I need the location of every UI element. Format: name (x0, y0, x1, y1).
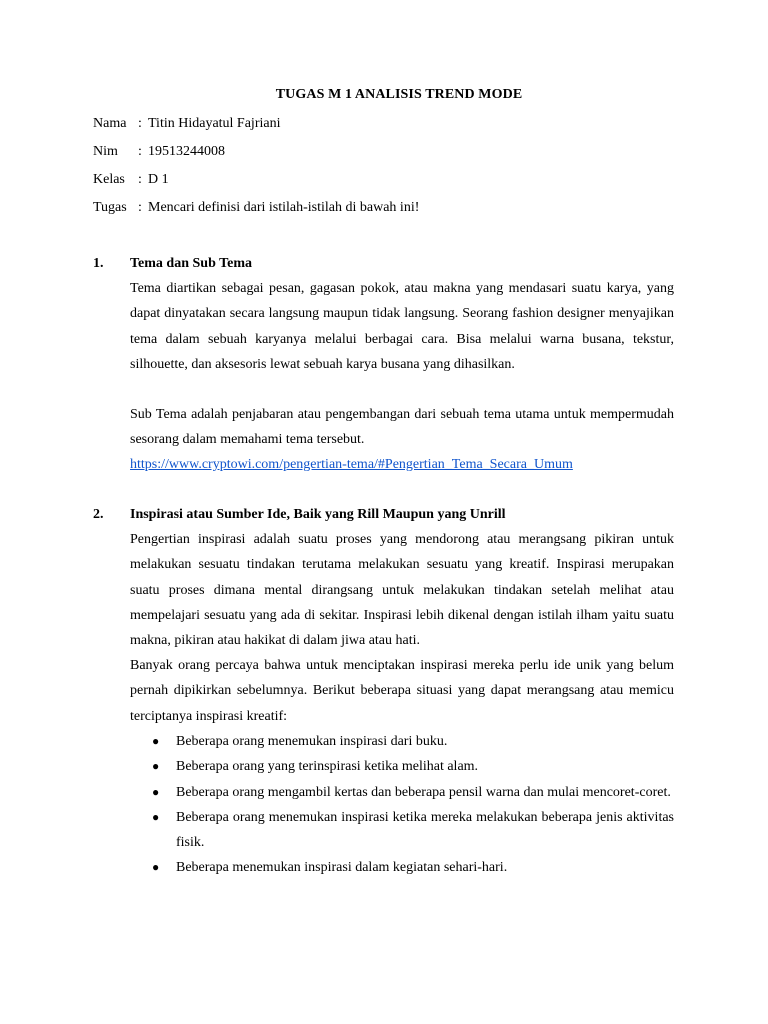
paragraph: Pengertian inspirasi adalah suatu proses yang mendorong atau merangsang pikiran untuk melakukan sesuatu tindakan terutama melakukan sesuatu yang kreatif. Inspirasi merupakan suatu proses dimana mental dirangsang untuk melakukan tindakan setelah melihat atau mempelajari sesuatu yang ada di sekitar. Inspirasi lebih dikenal dengan istilah ilham yaitu suatu makna, pikiran atau hakikat di dalam jiwa atau hati. (130, 532, 674, 649)
identity-value: D 1 (148, 172, 169, 187)
identity-label: Nama (93, 116, 127, 131)
list-item-text: Beberapa orang mengambil kertas dan beberapa pensil warna dan mulai mencoret-coret. (176, 784, 671, 800)
bullet-dot-icon: ● (152, 784, 160, 799)
section-number: 2. (93, 507, 104, 522)
source-link[interactable]: https://www.cryptowi.com/pengertian-tema/#Pengertian_Tema_Secara_Umum (130, 457, 573, 472)
bullet-dot-icon: ● (152, 809, 160, 824)
identity-row-tugas (93, 198, 419, 218)
section-number: 1. (93, 256, 104, 271)
list-item (130, 780, 674, 805)
paragraph: Sub Tema adalah penjabaran atau pengembangan dari sebuah tema utama untuk mempermudah sesorang dalam memahami tema tersebut. (130, 407, 674, 448)
paragraph: Banyak orang percaya bahwa untuk menciptakan inspirasi mereka perlu ide unik yang belum pernah dipikirkan sebelumnya. Berikut beberapa situasi yang dapat merangsang atau memicu terciptanya inspirasi kreatif: (130, 658, 674, 724)
identity-colon: : (138, 172, 142, 187)
identity-label: Nim (93, 144, 118, 159)
list-item-text: Beberapa orang yang terinspirasi ketika melihat alam. (176, 759, 479, 775)
identity-value: Mencari definisi dari istilah-istilah di bawah ini! (148, 200, 420, 215)
list-item (130, 805, 674, 856)
identity-row-nim (93, 142, 225, 162)
paragraph: Tema diartikan sebagai pesan, gagasan pokok, atau makna yang mendasari suatu karya, yang dapat dinyatakan secara langsung maupun tidak langsung. Seorang fashion designer menyajikan tema dalam sebuah karyanya melalui berbagai cara. Bisa melalui warna busana, tekstur, silhouette, dan aksesoris lewat sebuah karya busana yang dihasilkan. (130, 281, 674, 372)
bullet-dot-icon: ● (152, 759, 160, 774)
identity-colon: : (138, 144, 142, 159)
bullet-list (130, 729, 674, 881)
identity-value: Titin Hidayatul Fajriani (148, 116, 281, 131)
list-item-text: Beberapa menemukan inspirasi dalam kegiatan sehari-hari. (176, 860, 508, 876)
bullet-dot-icon: ● (152, 734, 160, 748)
identity-colon: : (138, 116, 142, 131)
section-heading: Tema dan Sub Tema (130, 256, 253, 271)
list-item (130, 754, 674, 779)
list-item (130, 729, 674, 754)
identity-label: Tugas (93, 200, 127, 215)
source-link-wrap (130, 455, 674, 475)
bullet-dot-icon: ● (152, 860, 160, 875)
identity-row-kelas (93, 170, 169, 190)
identity-row-nama (93, 114, 280, 134)
identity-label: Kelas (93, 172, 125, 187)
document-title: TUGAS M 1 ANALISIS TREND MODE (275, 87, 523, 102)
list-item-text: Beberapa orang menemukan inspirasi ketika mereka melakukan beberapa jenis aktivitas fisik. (176, 809, 674, 851)
identity-value: 19513244008 (148, 144, 225, 159)
section-heading: Inspirasi atau Sumber Ide, Baik yang Rill Maupun yang Unrill (130, 507, 506, 522)
list-item-text: Beberapa orang menemukan inspirasi dari buku. (176, 734, 448, 749)
list-item (130, 855, 674, 880)
identity-colon: : (138, 200, 142, 215)
